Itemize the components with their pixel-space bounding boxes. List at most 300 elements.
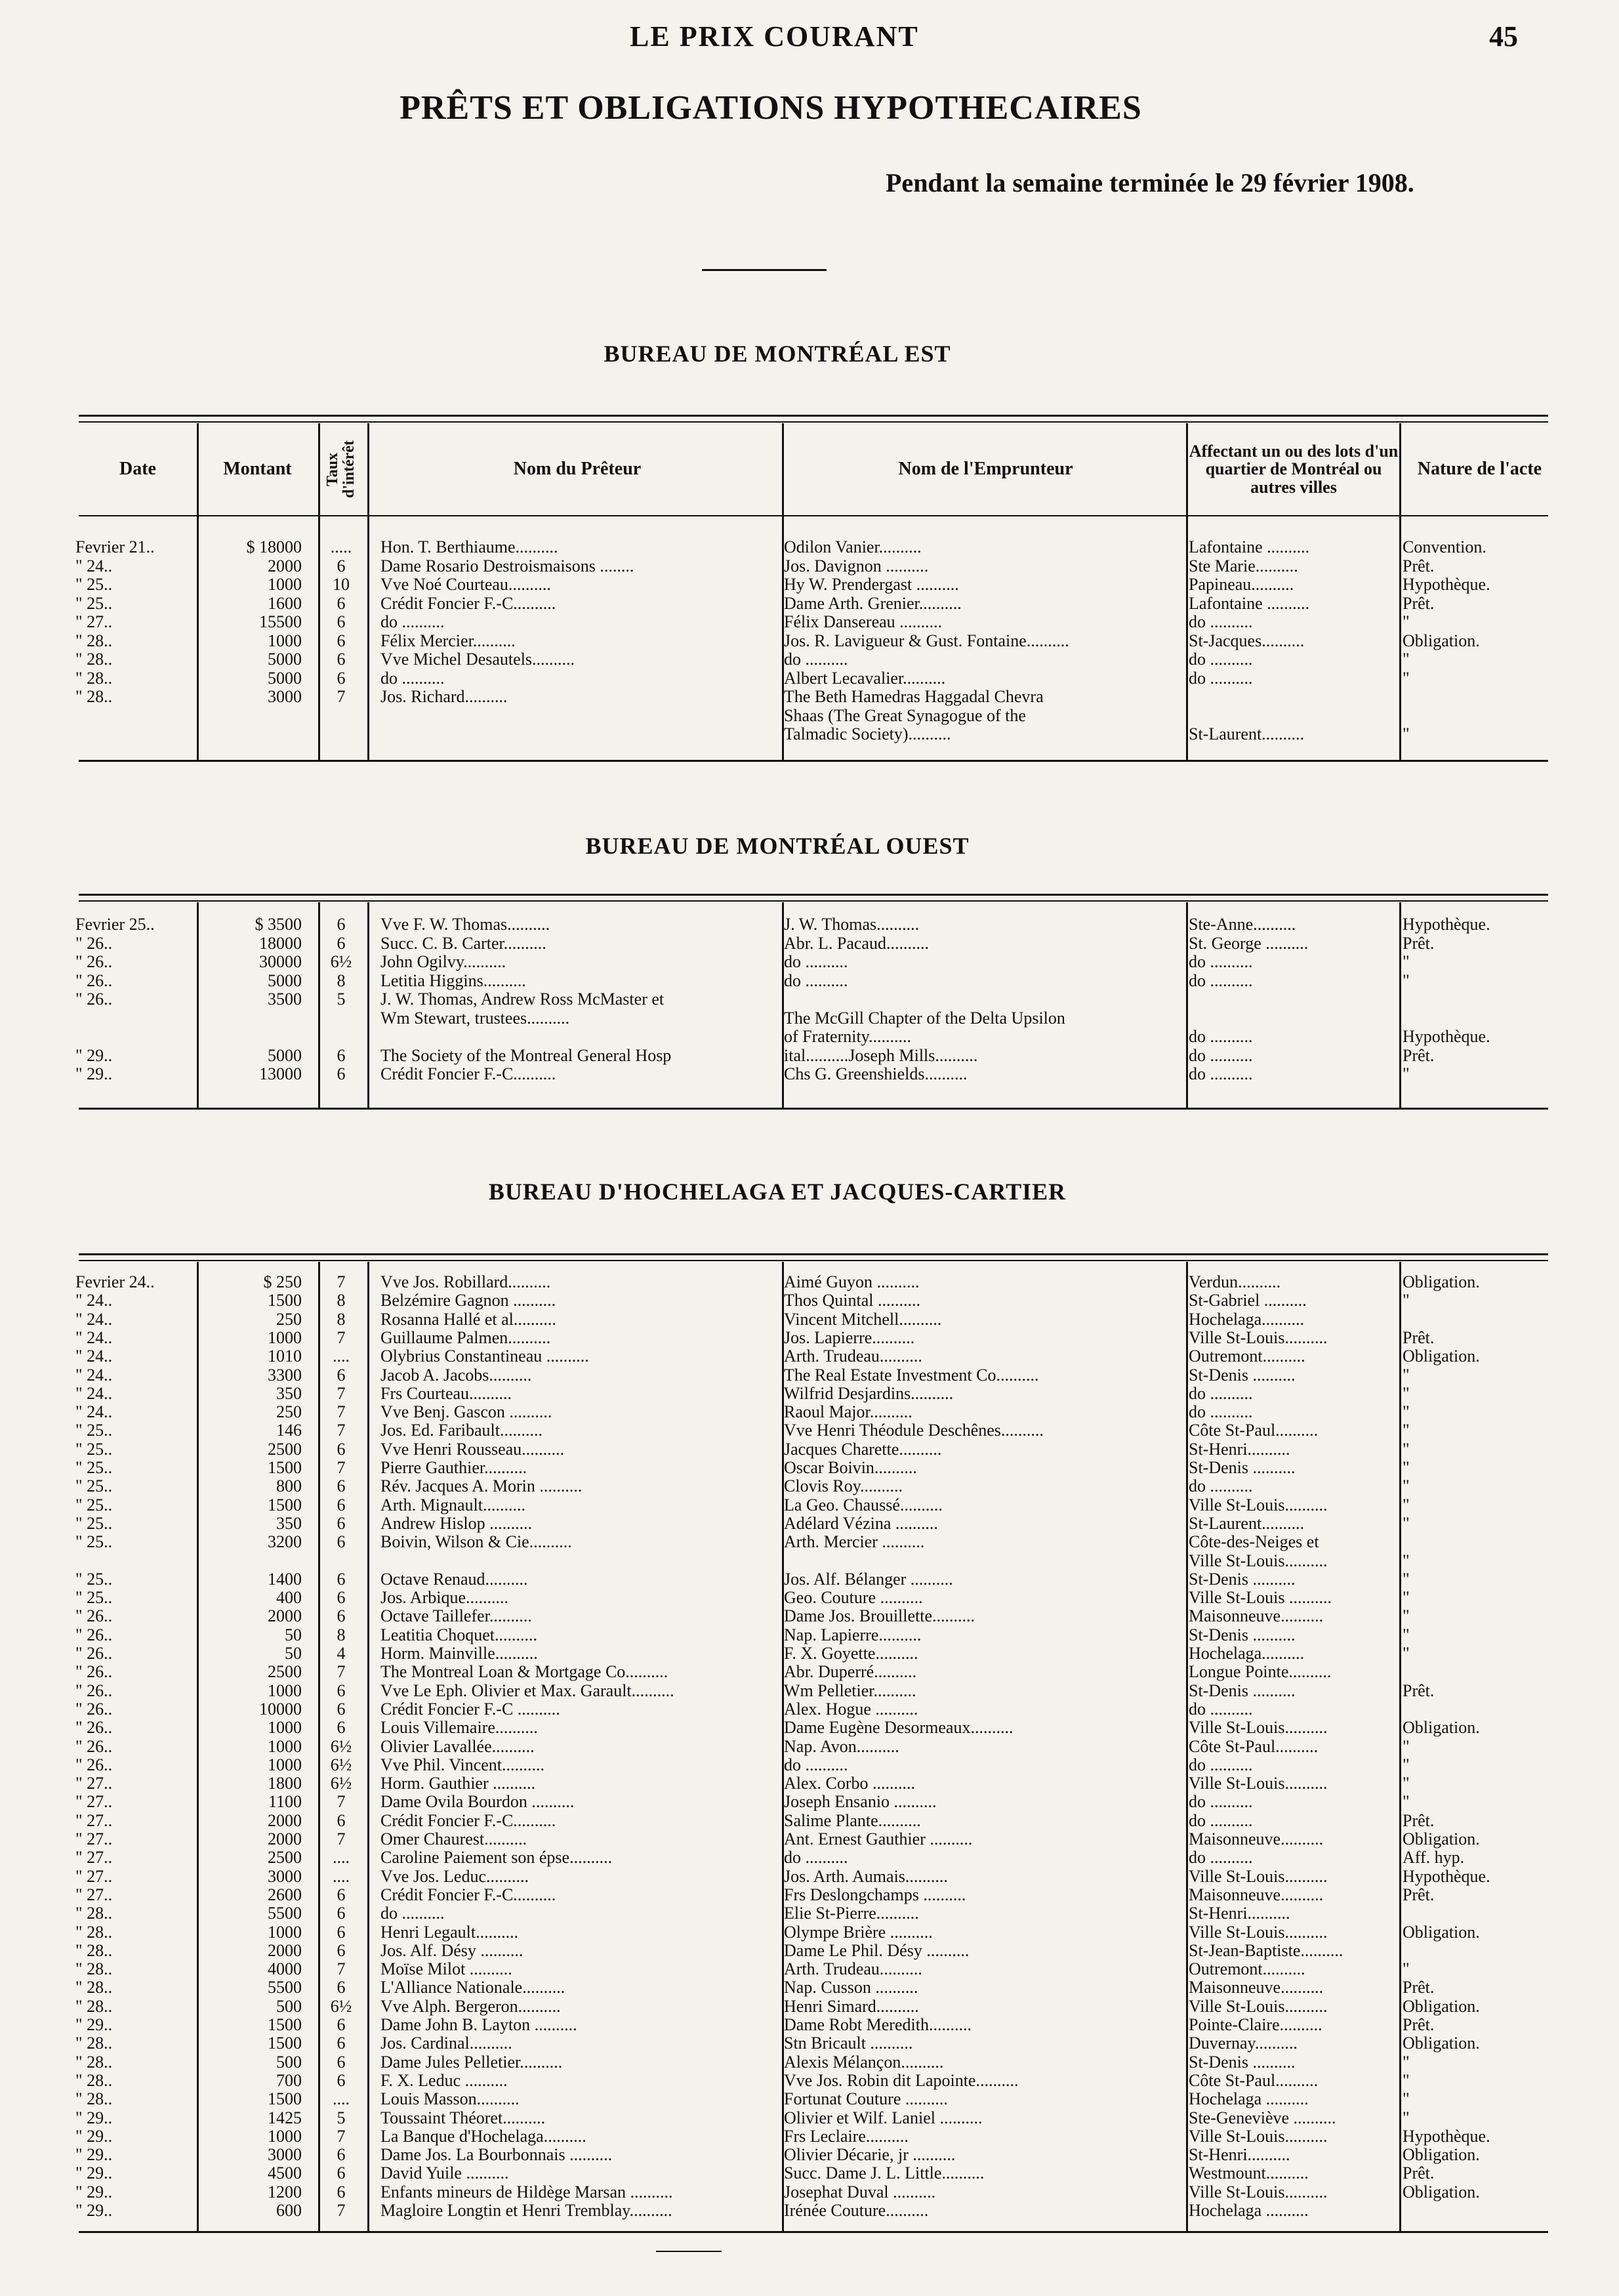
row-amount: 1500 bbox=[268, 1459, 302, 1477]
row-location: St-Jacques.......... bbox=[1189, 631, 1305, 650]
row-borrower: Abr. L. Pacaud.......... bbox=[784, 934, 929, 953]
row-location: St-Denis .......... bbox=[1189, 1366, 1296, 1385]
row-lender: Rév. Jacques A. Morin .......... bbox=[380, 1477, 583, 1496]
row-date: " 28.. bbox=[75, 688, 113, 706]
row-rate: 7 bbox=[337, 688, 346, 706]
row-amount: 13000 bbox=[259, 1065, 302, 1083]
row-nature: " bbox=[1403, 1607, 1410, 1626]
row-rate: 6 bbox=[337, 2182, 346, 2202]
row-nature: Prêt. bbox=[1403, 1811, 1435, 1830]
row-nature: " bbox=[1403, 1384, 1410, 1403]
row-rate: 6 bbox=[337, 1811, 346, 1830]
row-lender: Vve Henri Rousseau.......... bbox=[380, 1440, 565, 1459]
row-date: " 27.. bbox=[75, 1793, 113, 1812]
column-divider bbox=[367, 1262, 369, 2231]
row-nature: " bbox=[1403, 669, 1410, 688]
row-location: Lafontaine .......... bbox=[1189, 538, 1310, 556]
row-amount: $ 18000 bbox=[246, 538, 302, 556]
row-amount: 1000 bbox=[268, 2127, 302, 2146]
row-location: Ville St-Louis.......... bbox=[1189, 1719, 1328, 1738]
table-top-rule bbox=[79, 1260, 1548, 1261]
row-rate: 10 bbox=[333, 575, 350, 594]
row-lender: Olybrius Constantineau .......... bbox=[380, 1347, 589, 1366]
row-rate: 6 bbox=[337, 2034, 346, 2053]
row-rate: 6 bbox=[337, 1589, 346, 1608]
column-divider bbox=[1399, 902, 1401, 1108]
row-location: Longue Pointe.......... bbox=[1189, 1663, 1332, 1682]
row-location: St-Gabriel .......... bbox=[1189, 1291, 1307, 1310]
row-borrower: Dame Robt Meredith.......... bbox=[784, 2016, 972, 2034]
row-location: do .......... bbox=[1189, 1384, 1253, 1403]
row-amount: 1500 bbox=[268, 1495, 302, 1514]
row-nature: Hypothèque. bbox=[1403, 915, 1490, 934]
row-location: Ville St-Louis.......... bbox=[1189, 1997, 1328, 2016]
table-bottom-rule bbox=[79, 2231, 1548, 2233]
row-nature: " bbox=[1403, 1495, 1410, 1514]
row-borrower: Wm Pelletier.......... bbox=[784, 1681, 916, 1700]
row-borrower: Frs Deslongchamps .......... bbox=[784, 1885, 966, 1904]
row-location: do .......... bbox=[1189, 953, 1253, 971]
row-lender: Vve Benj. Gascon .......... bbox=[380, 1403, 552, 1422]
row-nature: " bbox=[1403, 725, 1410, 743]
table-bottom-rule bbox=[79, 1108, 1548, 1110]
row-location: Pointe-Claire.......... bbox=[1189, 2016, 1322, 2034]
row-rate: 7 bbox=[337, 1830, 346, 1848]
header-rate: Taux d'intérêt bbox=[323, 440, 358, 498]
row-location: Côte St-Paul.......... bbox=[1189, 1737, 1319, 1756]
row-nature: Hypothèque. bbox=[1403, 1867, 1490, 1886]
row-lender: Crédit Foncier F.-C.......... bbox=[380, 594, 556, 613]
row-borrower: Félix Dansereau .......... bbox=[784, 613, 943, 631]
row-borrower: Nap. Avon.......... bbox=[784, 1737, 899, 1756]
row-lender: Enfants mineurs de Hildège Marsan .......... bbox=[380, 2182, 673, 2202]
column-divider bbox=[1186, 1262, 1188, 2231]
row-borrower: The McGill Chapter of the Delta Upsilon bbox=[784, 1009, 1065, 1028]
row-amount: 30000 bbox=[259, 953, 302, 971]
table-top-rule bbox=[79, 421, 1548, 423]
row-rate: 7 bbox=[337, 1384, 346, 1403]
row-borrower: Aimé Guyon .......... bbox=[784, 1273, 920, 1291]
row-nature: " bbox=[1403, 650, 1410, 669]
table-top-rule bbox=[79, 1253, 1548, 1255]
row-rate: 6½ bbox=[330, 1737, 352, 1756]
row-borrower: Vincent Mitchell.......... bbox=[784, 1310, 942, 1329]
row-lender: The Montreal Loan & Mortgage Co.......... bbox=[380, 1663, 668, 1682]
row-rate: 6 bbox=[337, 1719, 346, 1738]
row-borrower: Hy W. Prendergast .......... bbox=[784, 575, 959, 594]
column-divider bbox=[318, 1262, 320, 2231]
row-amount: 3500 bbox=[268, 990, 302, 1009]
row-amount: 800 bbox=[276, 1477, 302, 1496]
column-divider bbox=[1186, 902, 1188, 1108]
row-location: do .......... bbox=[1189, 971, 1253, 990]
row-borrower: ital..........Joseph Mills.......... bbox=[784, 1046, 978, 1065]
row-lender: Vve Jos. Leduc.......... bbox=[380, 1867, 529, 1886]
row-amount: 2000 bbox=[268, 1607, 302, 1626]
row-lender: F. X. Leduc .......... bbox=[380, 2071, 508, 2090]
row-lender: Vve Jos. Robillard.......... bbox=[380, 1273, 551, 1291]
row-date: " 28.. bbox=[75, 650, 113, 669]
row-amount: 3000 bbox=[268, 1867, 302, 1886]
row-borrower: Fortunat Couture .......... bbox=[784, 2090, 948, 2109]
row-nature: Prêt. bbox=[1403, 1978, 1435, 1997]
row-nature: Obligation. bbox=[1403, 1923, 1480, 1942]
row-location: Outremont.......... bbox=[1189, 1960, 1305, 1979]
section-title: BUREAU DE MONTRÉAL OUEST bbox=[585, 833, 970, 859]
row-date: " 25.. bbox=[75, 1514, 113, 1533]
row-nature: " bbox=[1403, 1403, 1410, 1422]
row-lender: Jos. Richard.......... bbox=[380, 688, 508, 706]
row-location: Westmount.......... bbox=[1189, 2164, 1309, 2183]
row-location: do .......... bbox=[1189, 1755, 1253, 1774]
row-date: " 24.. bbox=[75, 1403, 113, 1422]
row-amount: 50 bbox=[285, 1625, 302, 1644]
row-date: " 28.. bbox=[75, 2090, 113, 2109]
row-rate: ..... bbox=[330, 538, 352, 556]
row-amount: 4000 bbox=[268, 1960, 302, 1979]
row-date: " 25.. bbox=[75, 1421, 113, 1440]
row-location: St-Denis .......... bbox=[1189, 1459, 1296, 1477]
row-rate: 6½ bbox=[330, 1774, 352, 1793]
row-lender: The Society of the Montreal General Hosp bbox=[380, 1046, 672, 1065]
row-borrower: of Fraternity.......... bbox=[784, 1028, 911, 1046]
column-divider bbox=[1186, 423, 1188, 760]
row-amount: 5000 bbox=[268, 1046, 302, 1065]
row-lender: Leatitia Choquet.......... bbox=[380, 1625, 538, 1644]
row-borrower: Ant. Ernest Gauthier .......... bbox=[784, 1830, 973, 1848]
row-lender: Crédit Foncier F.-C.......... bbox=[380, 1885, 556, 1904]
row-rate: 7 bbox=[337, 1960, 346, 1979]
row-amount: 5000 bbox=[268, 971, 302, 990]
row-borrower: F. X. Goyette.......... bbox=[784, 1644, 918, 1663]
row-lender: Omer Chaurest.......... bbox=[380, 1830, 527, 1848]
row-lender: Pierre Gauthier.......... bbox=[380, 1459, 527, 1477]
row-borrower: Elie St-Pierre.......... bbox=[784, 1904, 919, 1923]
row-rate: 6 bbox=[337, 1477, 346, 1496]
section-title: BUREAU DE MONTRÉAL EST bbox=[604, 341, 951, 367]
row-location: Ste-Anne.......... bbox=[1189, 915, 1296, 934]
row-nature: Obligation. bbox=[1403, 1273, 1480, 1291]
row-date: " 29.. bbox=[75, 1046, 113, 1065]
row-rate: 6½ bbox=[330, 1997, 352, 2016]
row-nature: " bbox=[1403, 1793, 1410, 1812]
row-date: " 26.. bbox=[75, 1737, 113, 1756]
header-lender: Nom du Prêteur bbox=[513, 459, 642, 480]
row-rate: 6 bbox=[337, 2164, 346, 2183]
row-borrower: Joseph Ensanio .......... bbox=[784, 1793, 937, 1812]
row-nature: " bbox=[1403, 1551, 1410, 1570]
row-location: Ville St-Louis.......... bbox=[1189, 1328, 1328, 1347]
row-amount: 1400 bbox=[268, 1570, 302, 1589]
row-date: " 26.. bbox=[75, 1755, 113, 1774]
row-rate: 6 bbox=[337, 1065, 346, 1083]
row-borrower: Jos. R. Lavigueur & Gust. Fontaine.......... bbox=[784, 631, 1069, 650]
row-lender: Belzémire Gagnon .......... bbox=[380, 1291, 556, 1310]
row-rate: 6 bbox=[337, 1607, 346, 1626]
row-lender: Boivin, Wilson & Cie.......... bbox=[380, 1533, 572, 1552]
row-borrower: do .......... bbox=[784, 1755, 848, 1774]
row-amount: 2000 bbox=[268, 1830, 302, 1848]
row-lender: Andrew Hislop .......... bbox=[380, 1514, 533, 1533]
table-top-rule bbox=[79, 415, 1548, 417]
row-borrower: Frs Leclaire.......... bbox=[784, 2127, 909, 2146]
row-nature: " bbox=[1403, 971, 1410, 990]
row-amount: 5500 bbox=[268, 1978, 302, 1997]
row-date: " 26.. bbox=[75, 1607, 113, 1626]
row-lender: do .......... bbox=[380, 669, 445, 688]
row-rate: 6 bbox=[337, 2053, 346, 2072]
column-divider bbox=[318, 902, 320, 1108]
row-lender: Hon. T. Berthiaume.......... bbox=[380, 538, 558, 556]
short-divider bbox=[702, 269, 827, 271]
row-amount: 3300 bbox=[268, 1366, 302, 1385]
row-borrower: Nap. Cusson .......... bbox=[784, 1978, 918, 1997]
row-nature: " bbox=[1403, 1459, 1410, 1477]
row-rate: 7 bbox=[337, 1421, 346, 1440]
row-borrower: Olympe Brière .......... bbox=[784, 1923, 933, 1942]
row-date: " 27.. bbox=[75, 1885, 113, 1904]
row-amount: 1000 bbox=[268, 631, 302, 650]
row-location: Ville St-Louis.......... bbox=[1189, 2127, 1328, 2146]
row-location: Maisonneuve.......... bbox=[1189, 1978, 1324, 1997]
row-nature: Obligation. bbox=[1403, 2034, 1480, 2053]
header-amount: Montant bbox=[223, 459, 292, 480]
row-rate: 6 bbox=[337, 1495, 346, 1514]
row-location: Ville St-Louis.......... bbox=[1189, 1551, 1328, 1570]
row-date: " 25.. bbox=[75, 1440, 113, 1459]
row-date: " 28.. bbox=[75, 1923, 113, 1942]
row-location: St-Henri.......... bbox=[1189, 1904, 1290, 1923]
row-amount: $ 250 bbox=[263, 1273, 302, 1291]
row-nature: " bbox=[1403, 953, 1410, 971]
row-borrower: Dame Eugène Desormeaux.......... bbox=[784, 1719, 1014, 1738]
row-borrower: Olivier et Wilf. Laniel .......... bbox=[784, 2108, 983, 2127]
row-rate: 6 bbox=[337, 650, 346, 669]
row-nature: " bbox=[1403, 1774, 1410, 1793]
row-lender: J. W. Thomas, Andrew Ross McMaster et bbox=[380, 990, 665, 1009]
row-date: " 29.. bbox=[75, 2016, 113, 2034]
row-lender: Vve Alph. Bergeron.......... bbox=[380, 1997, 561, 2016]
row-nature: Prêt. bbox=[1403, 2016, 1435, 2034]
row-amount: 2500 bbox=[268, 1440, 302, 1459]
row-rate: 6 bbox=[337, 1366, 346, 1385]
row-rate: 8 bbox=[337, 1310, 346, 1329]
row-amount: 2000 bbox=[268, 1941, 302, 1960]
row-borrower: The Beth Hamedras Haggadal Chevra bbox=[784, 688, 1044, 706]
row-nature: Prêt. bbox=[1403, 556, 1435, 575]
row-date: " 28.. bbox=[75, 669, 113, 688]
header-bottom-rule bbox=[79, 515, 1548, 516]
row-date: " 29.. bbox=[75, 2108, 113, 2127]
row-borrower: Josephat Duval .......... bbox=[784, 2182, 936, 2202]
row-borrower: Geo. Couture .......... bbox=[784, 1589, 923, 1608]
row-lender: Frs Courteau.......... bbox=[380, 1384, 512, 1403]
row-lender: Félix Mercier.......... bbox=[380, 631, 516, 650]
row-amount: 250 bbox=[276, 1310, 302, 1329]
row-date: " 26.. bbox=[75, 1644, 113, 1663]
row-rate: 7 bbox=[337, 1273, 346, 1291]
row-amount: 1000 bbox=[268, 575, 302, 594]
row-amount: 1425 bbox=[268, 2108, 302, 2127]
row-nature: " bbox=[1403, 1514, 1410, 1533]
row-lender: Octave Taillefer.......... bbox=[380, 1607, 532, 1626]
row-date: " 24.. bbox=[75, 1384, 113, 1403]
row-borrower: Jos. Alf. Bélanger .......... bbox=[784, 1570, 953, 1589]
row-date: " 28.. bbox=[75, 1904, 113, 1923]
row-location: Côte St-Paul.......... bbox=[1189, 1421, 1319, 1440]
column-divider bbox=[1399, 423, 1401, 760]
row-lender: Vve Phil. Vincent.......... bbox=[380, 1755, 544, 1774]
row-location: do .......... bbox=[1189, 1477, 1253, 1496]
row-borrower: Stn Bricault .......... bbox=[784, 2034, 913, 2053]
row-nature: " bbox=[1403, 2071, 1410, 2090]
row-date: " 27.. bbox=[75, 613, 113, 631]
row-nature: " bbox=[1403, 1737, 1410, 1756]
row-location: Ville St-Louis.......... bbox=[1189, 1495, 1328, 1514]
row-borrower: Jos. Lapierre.......... bbox=[784, 1328, 915, 1347]
column-divider bbox=[367, 902, 369, 1108]
row-lender: Jos. Arbique.......... bbox=[380, 1589, 508, 1608]
row-amount: 1500 bbox=[268, 1291, 302, 1310]
row-borrower: do .......... bbox=[784, 1848, 848, 1868]
row-location: St-Henri.......... bbox=[1189, 1440, 1290, 1459]
row-date: " 29.. bbox=[75, 2127, 113, 2146]
row-nature: Prêt. bbox=[1403, 594, 1435, 613]
row-location: Ville St-Louis.......... bbox=[1189, 1923, 1328, 1942]
row-location: Ste Marie.......... bbox=[1189, 556, 1298, 575]
row-rate: 6 bbox=[337, 2016, 346, 2034]
row-borrower: Abr. Duperré.......... bbox=[784, 1663, 917, 1682]
row-nature: Prêt. bbox=[1403, 934, 1435, 953]
row-date: " 24.. bbox=[75, 1347, 113, 1366]
section-title: BUREAU D'HOCHELAGA ET JACQUES-CARTIER bbox=[488, 1179, 1067, 1205]
row-amount: 3200 bbox=[268, 1533, 302, 1552]
row-amount: 500 bbox=[276, 2053, 302, 2072]
row-nature: " bbox=[1403, 1065, 1410, 1083]
row-lender: Crédit Foncier F.-C.......... bbox=[380, 1065, 556, 1083]
row-rate: 6 bbox=[337, 2146, 346, 2165]
row-rate: 6½ bbox=[330, 1755, 352, 1774]
row-lender: Dame Ovila Bourdon .......... bbox=[380, 1793, 575, 1812]
row-amount: 1010 bbox=[268, 1347, 302, 1366]
row-amount: 400 bbox=[276, 1589, 302, 1608]
row-lender: Horm. Mainville.......... bbox=[380, 1644, 538, 1663]
row-nature: Hypothèque. bbox=[1403, 1028, 1490, 1046]
row-rate: 5 bbox=[337, 990, 346, 1009]
row-nature: Obligation. bbox=[1403, 1347, 1480, 1366]
row-lender: Olivier Lavallée.......... bbox=[380, 1737, 535, 1756]
row-nature: Prêt. bbox=[1403, 1885, 1435, 1904]
row-location: do .......... bbox=[1189, 1811, 1253, 1830]
row-borrower: Henri Simard.......... bbox=[784, 1997, 919, 2016]
row-date: " 28.. bbox=[75, 2071, 113, 2090]
row-lender: Wm Stewart, trustees.......... bbox=[380, 1009, 570, 1028]
row-date: " 26.. bbox=[75, 990, 113, 1009]
row-lender: Crédit Foncier F.-C .......... bbox=[380, 1700, 560, 1719]
row-location: Lafontaine .......... bbox=[1189, 594, 1310, 613]
row-borrower: Oscar Boivin.......... bbox=[784, 1459, 917, 1477]
row-amount: 1800 bbox=[268, 1774, 302, 1793]
row-lender: Moïse Milot .......... bbox=[380, 1960, 512, 1979]
row-borrower: Irénée Couture.......... bbox=[784, 2202, 929, 2220]
row-borrower: Alex. Corbo .......... bbox=[784, 1774, 916, 1793]
row-borrower: Dame Arth. Grenier.......... bbox=[784, 594, 962, 613]
row-amount: 1000 bbox=[268, 1328, 302, 1347]
row-location: Côte-des-Neiges et bbox=[1189, 1533, 1319, 1552]
row-borrower: do .......... bbox=[784, 971, 848, 990]
row-date: " 24.. bbox=[75, 1310, 113, 1329]
page-title: PRÊTS ET OBLIGATIONS HYPOTHECAIRES bbox=[400, 89, 1142, 127]
row-rate: 6 bbox=[337, 1885, 346, 1904]
row-amount: 1500 bbox=[268, 2090, 302, 2109]
row-lender: do .......... bbox=[380, 1904, 445, 1923]
row-amount: 1000 bbox=[268, 1737, 302, 1756]
row-nature: Obligation. bbox=[1403, 2182, 1480, 2202]
row-nature: " bbox=[1403, 1755, 1410, 1774]
row-amount: 600 bbox=[276, 2202, 302, 2220]
header-location: Affectant un ou des lots d'un quartier de Montréal ou autres villes bbox=[1189, 442, 1399, 497]
row-date: " 27.. bbox=[75, 1774, 113, 1793]
row-location: do .......... bbox=[1189, 650, 1253, 669]
row-nature: " bbox=[1403, 1589, 1410, 1608]
row-amount: 3000 bbox=[268, 688, 302, 706]
table-top-rule bbox=[79, 894, 1548, 896]
row-date: " 26.. bbox=[75, 934, 113, 953]
row-borrower: Talmadic Society).......... bbox=[784, 725, 951, 743]
row-rate: 6 bbox=[337, 934, 346, 953]
row-location: St. George .......... bbox=[1189, 934, 1309, 953]
row-rate: 6 bbox=[337, 1046, 346, 1065]
row-nature: Prêt. bbox=[1403, 2164, 1435, 2183]
row-nature: " bbox=[1403, 613, 1410, 631]
row-borrower: Salime Plante.......... bbox=[784, 1811, 921, 1830]
row-rate: 6 bbox=[337, 613, 346, 631]
row-rate: 6 bbox=[337, 1533, 346, 1552]
row-date: " 28.. bbox=[75, 2034, 113, 2053]
table-bottom-rule bbox=[79, 760, 1548, 762]
row-borrower: Vve Henri Théodule Deschênes.......... bbox=[784, 1421, 1044, 1440]
row-rate: 7 bbox=[337, 1459, 346, 1477]
row-borrower: Dame Jos. Brouillette.......... bbox=[784, 1607, 975, 1626]
row-lender: Arth. Mignault.......... bbox=[380, 1495, 525, 1514]
row-location: St-Jean-Baptiste.......... bbox=[1189, 1941, 1343, 1960]
row-date: " 24.. bbox=[75, 556, 113, 575]
row-date: " 26.. bbox=[75, 1681, 113, 1700]
row-rate: 6 bbox=[337, 1570, 346, 1589]
row-amount: 18000 bbox=[259, 934, 302, 953]
row-rate: 6 bbox=[337, 1923, 346, 1942]
row-date: " 29.. bbox=[75, 2146, 113, 2165]
row-rate: 6 bbox=[337, 1681, 346, 1700]
row-rate: 6 bbox=[337, 915, 346, 934]
row-lender: David Yuile .......... bbox=[380, 2164, 509, 2183]
row-location: Côte St-Paul.......... bbox=[1189, 2071, 1319, 2090]
header-nature: Nature de l'acte bbox=[1417, 459, 1542, 480]
row-location: Ville St-Louis.......... bbox=[1189, 1867, 1328, 1886]
row-rate: 6 bbox=[337, 1904, 346, 1923]
row-amount: 50 bbox=[285, 1644, 302, 1663]
row-borrower: do .......... bbox=[784, 650, 848, 669]
row-borrower: Jos. Arth. Aumais.......... bbox=[784, 1867, 948, 1886]
column-divider bbox=[318, 423, 320, 760]
row-lender: Vve Michel Desautels.......... bbox=[380, 650, 575, 669]
row-borrower: Raoul Major.......... bbox=[784, 1403, 912, 1422]
row-location: Duvernay.......... bbox=[1189, 2034, 1298, 2053]
row-location: Maisonneuve.......... bbox=[1189, 1885, 1324, 1904]
column-divider bbox=[197, 1262, 199, 2231]
row-lender: Vve Noé Courteau.......... bbox=[380, 575, 551, 594]
row-amount: 700 bbox=[276, 2071, 302, 2090]
